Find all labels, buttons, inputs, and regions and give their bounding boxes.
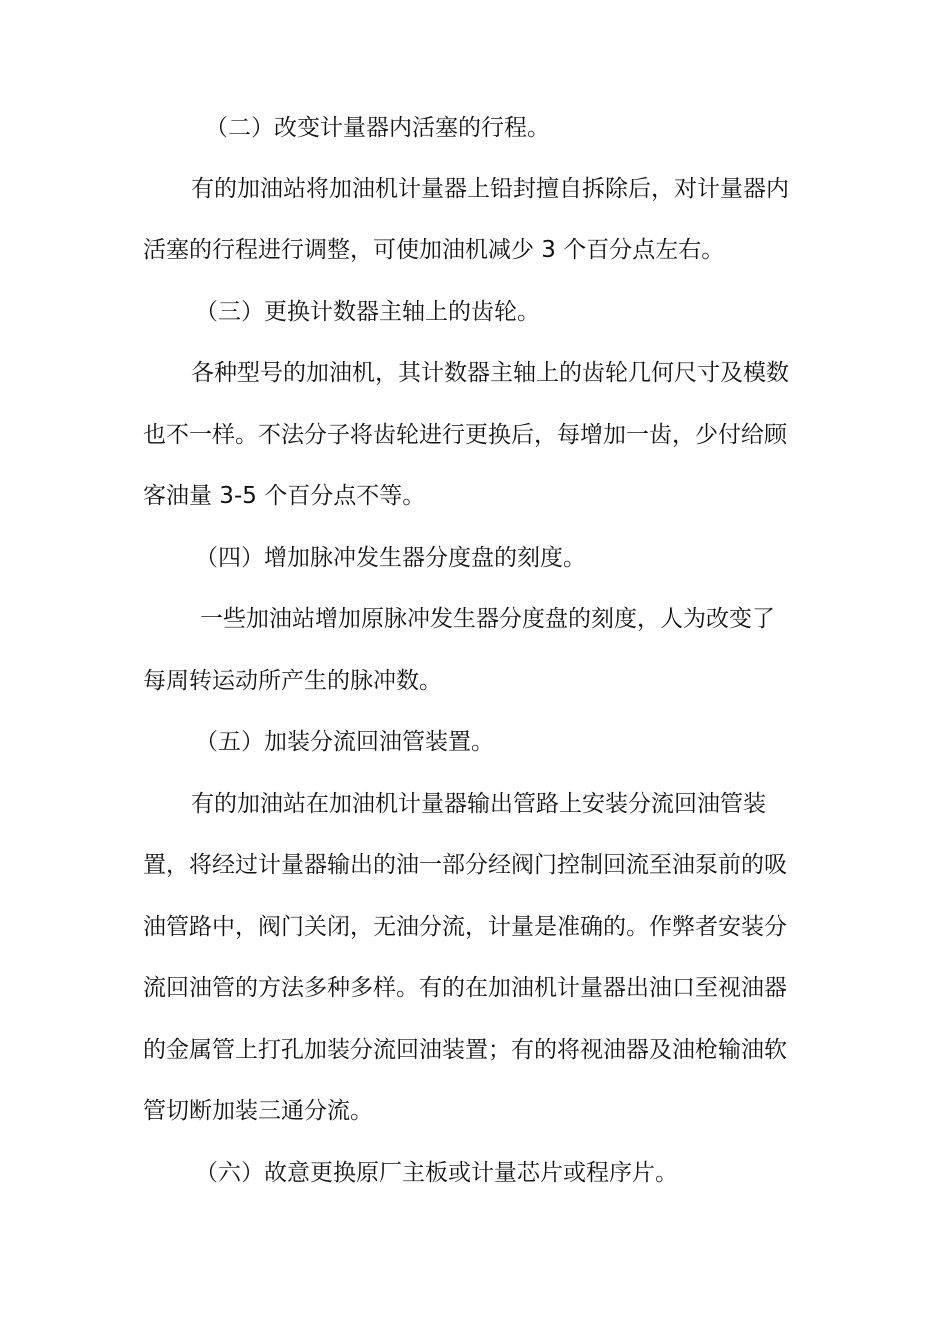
section-heading-5: （五）加装分流回油管装置。 (195, 729, 494, 755)
paragraph-line: 也不一样。不法分子将齿轮进行更换后，每增加一齿，少付给顾 (143, 422, 787, 448)
paragraph-line: 油管路中，阀门关闭，无油分流，计量是准确的。作弊者安装分 (143, 914, 787, 940)
paragraph-line: 一些加油站增加原脉冲发生器分度盘的刻度，人为改变了 (200, 606, 775, 632)
paragraph-line: 的金属管上打孔加装分流回油装置；有的将视油器及油枪输油软 (143, 1037, 787, 1063)
section-heading-3: （三）更换计数器主轴上的齿轮。 (195, 299, 540, 325)
paragraph-line: 管切断加装三通分流。 (143, 1098, 373, 1124)
paragraph-line: 各种型号的加油机，其计数器主轴上的齿轮几何尺寸及模数 (191, 360, 789, 386)
paragraph-line: 每周转运动所产生的脉冲数。 (143, 668, 442, 694)
paragraph-line: 流回油管的方法多种多样。有的在加油机计量器出油口至视油器 (143, 975, 787, 1001)
section-heading-2: （二）改变计量器内活塞的行程。 (205, 115, 550, 141)
section-heading-4: （四）增加脉冲发生器分度盘的刻度。 (195, 545, 586, 571)
paragraph-line: 有的加油站在加油机计量器输出管路上安装分流回油管装 (191, 791, 766, 817)
paragraph-line: 置，将经过计量器输出的油一部分经阀门控制回流至油泵前的吸 (143, 852, 787, 878)
paragraph-line: 有的加油站将加油机计量器上铅封擅自拆除后，对计量器内 (191, 176, 789, 202)
paragraph-line: 活塞的行程进行调整，可使加油机减少 3 个百分点左右。 (143, 237, 725, 263)
section-heading-6: （六）故意更换原厂主板或计量芯片或程序片。 (195, 1160, 678, 1186)
paragraph-line: 客油量 3-5 个百分点不等。 (143, 483, 426, 509)
